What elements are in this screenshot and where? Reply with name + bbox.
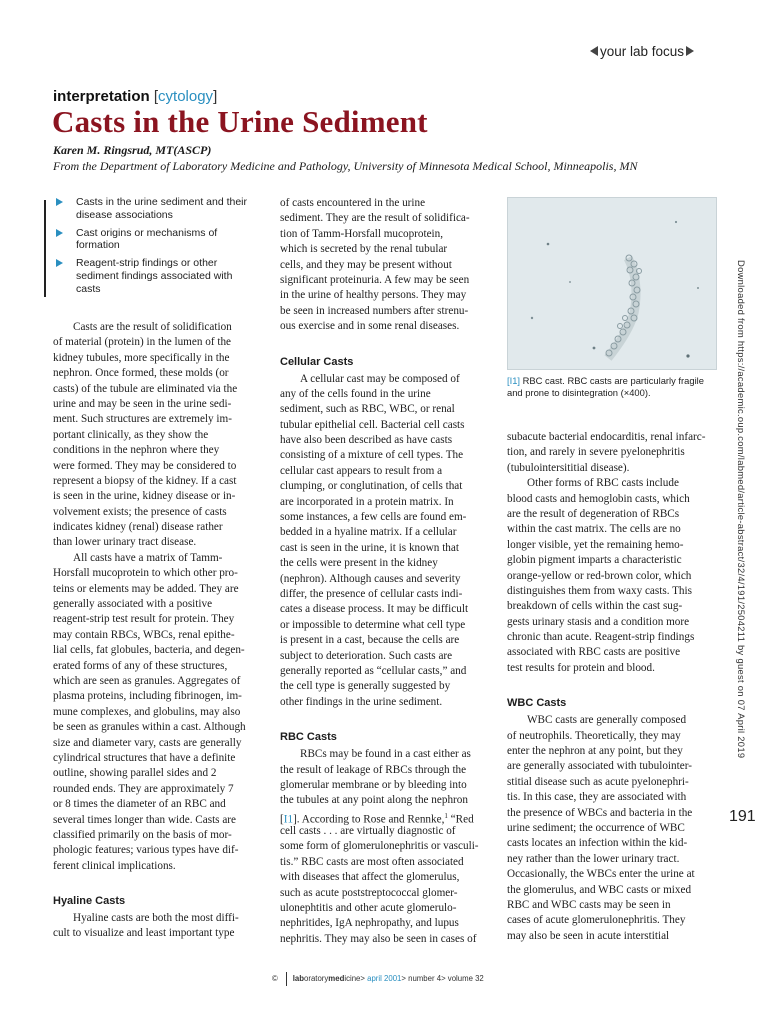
key-point: Cast origins or mechanisms of formation	[53, 227, 253, 253]
paragraph: Hyaline casts are both the most diffi- cult to visualize and least important type	[53, 912, 239, 940]
paragraph: Other forms of RBC casts include blood casts and hemoglobin casts, which are the result of degeneration of RBCs within the cast matrix. The cells are no longer visible, yet the remaining hemo- globin pigment imparts a characteristic orange-yellow or red-brown color, which distinguishes them from waxy casts. This breakdown of cells within the cast sug- gests urinary stasis and a condition more chronic than acute. Reagent-strip findings associated with RBC casts are positive test results for protein and blood.	[507, 477, 695, 674]
paragraph: RBCs may be found in a cast either as the result of leakage of RBCs through the glomerular membrane or by bleeding into the tubules at any point along the nephron [I1]. According to Rose and Rennke,$^1$ “Red cell casts . . . are virtually diagnostic of some form of glomerulonephritis or vasculi- tis.” RBC casts are most often associated with diseases that affect the glomerulus, such as acute poststreptococcal glomer- ulonephtitis and other acute glomerulo- nephritides, IgA nephropathy, and lupus nephritis. They may also be seen in cases of	[280, 748, 479, 945]
article-title: Casts in the Urine Sediment	[52, 104, 428, 139]
rbc-cast-micrograph	[508, 198, 716, 369]
figure-label: [I1]	[507, 375, 521, 386]
figure-caption: [I1] RBC cast. RBC casts are particularly fragile and prone to disintegration (×400).	[507, 375, 704, 399]
subheading-rbc-casts: RBC Casts	[280, 731, 337, 744]
paragraph: Casts are the result of solidification of material (protein) in the lumen of the kidney tubules, more specifically in the nephron. Once formed, these molds (or casts) of the tubule are eliminated via the urine and may be seen in the urine sedi- ment. Such structures are extremely im- portant clinically, as they show the conditions in the nephron where they were formed. They may be considered to represent a biopsy of the kidney. If a cast is seen in the urine, kidney disease or in- volvement exists; the presence of casts indicates kidney (renal) disease rather than lower urinary tract disease.	[53, 321, 238, 549]
footer-divider	[286, 972, 287, 986]
arrow-right-icon	[56, 259, 63, 267]
download-notice: Downloaded from https://academic.oup.com/labmed/article-abstract/32/4/191/2504211 by guest on 07 April 2019	[736, 260, 747, 759]
footer: © laboratorymedicine> april 2001> number 4> volume 32	[272, 972, 484, 986]
key-points	[53, 196, 253, 301]
column-1	[53, 320, 253, 942]
paragraph: A cellular cast may be composed of any of the cells found in the urine sediment, such as RBC, WBC, or renal tubular epithelial cell. Bacterial cell casts have also been described as have casts consisting of a mixture of cell types. The cellular cast appears to result from a clumping, or conglutination, of cells that are incorporated in a protein matrix. In some instances, a few cells are found em- bedded in a hyaline matrix. If a cellular cast is seen in the urine, it is known that the cells were present in the kidney (nephron). Although causes and severity differ, the presence of cellular casts indi- cates a disease process. It may be difficult or impossible to determine what cell type is present in a cast, because the cells are subject to deterioration. Such casts are generally reported as “cellular casts,” and the cell type is generally suggested by other findings in the urine sediment.	[280, 372, 469, 708]
kicker: interpretation [cytology]	[53, 88, 218, 105]
page-number: 191	[729, 808, 756, 825]
paragraph: of casts encountered in the urine sediment. They are the result of solidifica- tion of Tamm-Horsfall mucoprotein, which is secreted by the renal tubular cells, and they may be present without significant proteinuria. A few may be seen in the urine of healthy persons. They may be seen in increased numbers after strenu- ous exercise and in some renal diseases.	[280, 197, 470, 333]
author: Karen M. Ringsrud, MT(ASCP)	[53, 143, 212, 157]
kicker-label: interpretation	[53, 88, 150, 105]
paragraph: All casts have a matrix of Tamm- Horsfall mucoprotein to which other pro- teins or elements may be added. They are generally associated with a positive reagent-strip test result for protein. They may contain RBCs, WBCs, renal epithe- lial cells, fat globules, bacteria, and degen- erated forms of any of these structures, which are seen as granules. Aggregates of plasma proteins, including fibrinogen, im- mune complexes, and globulins, may also be seen as granules within a cast. Although size and diameter vary, casts are generally cylindrical structures that have a definite outline, showing parallel sides and 2 rounded ends. They are approximately 7 or 8 times the diameter of an RBC and several times longer than wide. Casts are classified primarily on the basis of mor- phologic features; various types have dif- ferent clinical implications.	[53, 551, 246, 872]
column-2	[280, 196, 480, 947]
bullet-divider	[44, 200, 46, 297]
line-with-figure-ref: [I1]. According to Rose and Rennke,$^1$ “Red	[280, 811, 474, 826]
column-3	[507, 430, 707, 944]
subheading-wbc-casts: WBC Casts	[507, 697, 567, 710]
section-tag: your lab focus	[590, 44, 694, 59]
kicker-category: cytology	[158, 88, 214, 105]
subheading-cellular-casts: Cellular Casts	[280, 355, 354, 368]
issue-month: april 2001	[367, 974, 402, 984]
micrograph-figure	[507, 197, 717, 370]
paragraph: WBC casts are generally composed of neutrophils. Theoretically, they may enter the nephron at any point, but they are generally associated with tubulointer- stitial disease such as acute pyelonephri- tis. In this case, they are associated with the presence of WBCs and bacteria in the urine sediment; the occurrence of WBC casts locates an infection within the kid- ney rather than the lower urinary tract. Occasionally, the WBCs enter the urine at the glomerulus, and WBC casts or mixed RBC and WBC casts may be seen in cases of acute glomerulonephritis. They may also be seen in acute interstitial	[507, 714, 695, 942]
key-point: Reagent-strip findings or other sediment findings associated with casts	[53, 257, 253, 295]
issue-number: number 4	[408, 974, 442, 984]
affiliation: From the Department of Laboratory Medicine and Pathology, University of Minnesota Medical School, Minneapolis, MN	[53, 159, 638, 173]
arrow-right-icon	[56, 198, 63, 206]
key-point: Casts in the urine sediment and their disease associations	[53, 196, 253, 222]
triangle-left-icon	[590, 46, 598, 56]
triangle-right-icon	[686, 46, 694, 56]
figure-reference-link[interactable]: I1	[283, 813, 294, 826]
subheading-hyaline-casts: Hyaline Casts	[53, 895, 126, 908]
arrow-right-icon	[56, 229, 63, 237]
copyright-symbol: ©	[272, 974, 278, 984]
paragraph: subacute bacterial endocarditis, renal infarc- tion, and rarely in severe pyelonephritis (tubulointersititial disease).	[507, 431, 706, 474]
issue-volume: volume 32	[447, 974, 484, 984]
